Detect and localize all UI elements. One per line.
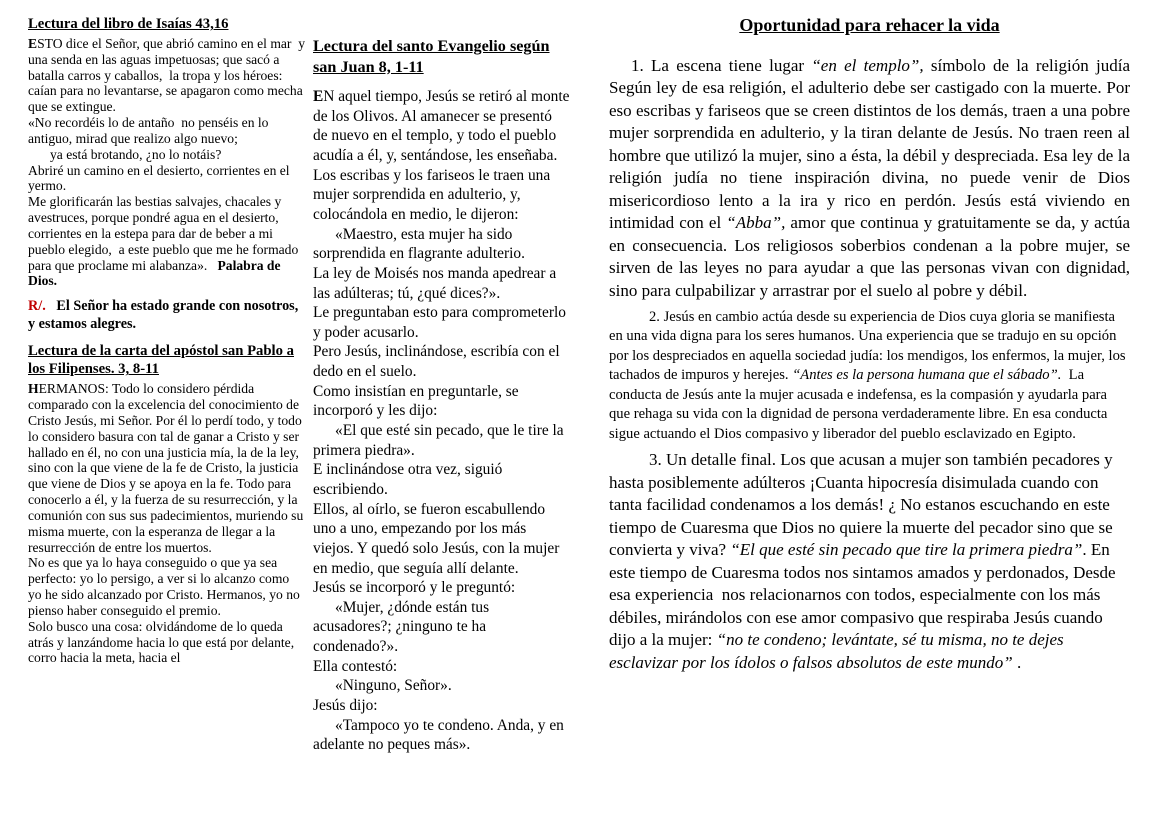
paragraph: [313, 342, 570, 381]
paragraph: [313, 382, 570, 421]
text-run: [46, 298, 57, 314]
text-run: «Maestro, esta mujer ha sido sorprendida en flagrante adulterio.: [313, 225, 525, 263]
text-run: “Antes es la persona humana que el sábado”.: [792, 367, 1062, 384]
text-run: Jesús se incorporó y le preguntó:: [313, 579, 516, 597]
text-run: Solo busco una cosa: olvidándome de lo queda atrás y lanzándome hacia lo que está por delante, corro hacia la meta, hacia el: [28, 618, 295, 666]
text-run: Abriré un camino en el desierto, corrientes en el yermo.: [28, 162, 290, 194]
text-run: El Señor ha estado grande con nosotros, y estamos alegres.: [28, 298, 302, 332]
paragraph: [609, 449, 1130, 674]
paragraph: [609, 55, 1130, 303]
commentary-body: [609, 55, 1130, 675]
text-run: «Tampoco yo te condeno. Anda, y en adelante no peques más».: [313, 716, 564, 754]
response-marker: R/.: [28, 298, 46, 315]
philippians-reading-heading: Lectura de la carta del apóstol san Pablo a los Filipenses. 3, 8-11: [28, 343, 294, 378]
philippians-reading-section: [28, 343, 306, 666]
text-run: Le preguntaban esto para comprometerlo y poder acusarlo.: [313, 304, 566, 341]
gospel-reading-body: [313, 87, 570, 755]
paragraph: [28, 163, 306, 195]
isaiah-reading-section: [28, 16, 306, 289]
paragraph: [28, 619, 306, 666]
paragraph: [313, 264, 570, 303]
paragraph: [28, 147, 306, 163]
paragraph: [313, 303, 570, 342]
text-run: “no te condeno; levántate, sé tu misma, no te dejes esclavizar por los ídolos o falsos absolutos de este mundo”: [609, 630, 1064, 672]
paragraph: [313, 676, 570, 696]
paragraph: [28, 555, 306, 618]
text-run: Ella contestó:: [313, 657, 398, 675]
gospel-reading-section: [313, 36, 570, 755]
text-run: Me glorificarán las bestias salvajes, chacales y avestruces, porque pondré agua en el desierto, corrientes en la estepa para dar de beber a mi pueblo elegido, a este pueblo que me he formado para que proclame mi alabanza».: [28, 194, 299, 273]
paragraph: [313, 716, 570, 755]
middle-column: [313, 36, 570, 755]
paragraph: [313, 696, 570, 716]
text-run: E: [313, 88, 324, 106]
text-run: ERMANOS: Todo lo considero pérdida comparado con la excelencia del conocimiento de Cristo Jesús, mi Señor. Por él lo perdí todo, y todo lo considero basura con tal de ganar a Cristo y ser hallado en él, no con una justicia mía, la de la ley, sino con la que viene de la fe de Cristo, la justicia que viene de Dios y se apoya en la fe. Todo para conocerlo a él, y la fuerza de su resurrección, y la comunión con sus sus padecimientos, muriendo su misma muerte, con la esperanza de llegar a la resurrección de entre los muertos.: [28, 381, 304, 555]
gospel-reading-heading: Lectura del santo Evangelio según san Juan 8, 1-11: [313, 37, 550, 76]
paragraph: [313, 578, 570, 598]
text-run: «Ninguno, Señor».: [335, 677, 452, 695]
left-column: [28, 16, 306, 666]
text-run: ya está brotando, ¿no lo notáis?: [50, 146, 222, 162]
text-run: H: [28, 381, 39, 397]
responsorial-psalm: [28, 298, 306, 333]
text-run: Jesús dijo:: [313, 696, 378, 714]
paragraph: [313, 421, 570, 460]
text-run: amor que continua y gratuitamente se da, y actúa en consecuencia. Los religiosos soberbios condenan a la pobre mujer, se sirven de las leyes no para ayudar a que las personas vivan con dignidad, sino para culpabilizar y arrastrar por el suelo al pobre y débil.: [609, 213, 1130, 300]
paragraph: [313, 225, 570, 264]
text-run: Los escribas y los fariseos le traen una mujer sorprendida en adulterio, y, colocándola en medio, le dijeron:: [313, 166, 551, 223]
text-run: símbolo de la religión judía Según ley de esa religión, el adulterio debe ser castigado con la muerte. Por eso escribas y fariseos que se creen distintos de los demás, traen a una pobre mujer sorprendida en adulterio, y la tiran delante de Jesús. No traen reen al hombre que utilizó la mujer, sino a ésta, la débil y despreciada. Esa ley de la religión judía no tiene inspiración divina, no puede venir de Dios misericordioso lento a la ira y rico en perdón. Jesús está viviendo en intimidad con el: [609, 55, 1130, 233]
right-column: [609, 14, 1130, 680]
text-run: «El que esté sin pecado, que le tire la primera piedra».: [313, 422, 564, 459]
paragraph: [609, 308, 1130, 445]
text-run: Ellos, al oírlo, se fueron escabullendo uno a uno, empezando por los más viejos. Y quedó solo Jesús, con la mujer en medio, que seguía allí delante.: [313, 500, 560, 577]
paragraph: [313, 598, 570, 657]
text-run: E: [28, 35, 38, 51]
paragraph: [28, 381, 306, 555]
text-run: Palabra de Dios.: [28, 257, 281, 289]
paragraph: [313, 657, 570, 677]
isaiah-reading-body: [28, 36, 306, 289]
paragraph: [28, 194, 306, 289]
text-run: .: [1012, 652, 1022, 672]
text-run: STO dice el Señor, que abrió camino en el mar y una senda en las aguas impetuosas; que sacó a batalla carros y caballos, la tropa y los héroes: caían para no levantarse, se apagaron como mecha que se extingue.: [28, 35, 306, 115]
paragraph: [28, 115, 306, 147]
paragraph: [313, 87, 570, 166]
text-run: 1. La escena tiene lugar: [631, 55, 812, 75]
text-run: La ley de Moisés nos manda apedrear a las adúlteras; tú, ¿qué dices?».: [313, 264, 557, 302]
text-run: N aquel tiempo, Jesús se retiró al monte de los Olivos. Al amanecer se presentó de nuevo en el templo, y todo el pueblo acudía a él, y, sentándose, les enseñaba.: [313, 88, 570, 165]
text-run: “en el templo”,: [811, 55, 924, 75]
text-run: La conducta de Jesús ante la mujer acusada e indefensa, es la compasión y ayudarla para que rehaga su vida con la dignidad de persona verdaderamente libre. En esa conducta sigue actuando el Dios compasivo y liberador del pueblo esclavizado en Egipto.: [609, 367, 1108, 442]
text-run: 3. Un detalle final. Los que acusan a mujer son también pecadores y hasta posiblemente adúlteros ¡Cuanta hipocresía disimulada cuando con tanta facilidad condenamos a los demás! ¿ No estanos escuchando en este tiempo de Cuaresma que Dios no quiere la muerte del pecador sino que se convierta y viva?: [609, 450, 1113, 560]
paragraph: [313, 500, 570, 579]
text-run: Como insistían en preguntarle, se incorporó y les dijo:: [313, 382, 519, 420]
text-run: “Abba”,: [726, 213, 786, 233]
text-run: No es que ya lo haya conseguido o que ya sea perfecto: yo lo persigo, a ver si lo alcanzo como yo he sido alcanzado por Cristo. Hermanos, yo no pienso haber conseguido el premio.: [28, 555, 300, 618]
commentary-title: Oportunidad para rehacer la vida: [739, 15, 1000, 35]
paragraph: [28, 36, 306, 115]
paragraph: [313, 166, 570, 225]
philippians-reading-body: [28, 381, 306, 666]
text-run: 2. Jesús en cambio actúa desde su experiencia de Dios cuya gloria se manifiesta en una vida digna para los seres humanos. Una experiencia que se tradujo en su opción por los despreciados en aquella sociedad judía: los mendigos, los enfermos, la mujer, los tachados de impuros y herejes.: [609, 308, 1126, 384]
text-run: E inclinándose otra vez, siguió escribiendo.: [313, 461, 503, 498]
text-run: «No recordéis lo de antaño no penséis en lo antiguo, mirad que realizo algo nuevo;: [28, 115, 269, 146]
text-run: “El que esté sin pecado que tire la primera piedra”: [730, 540, 1083, 560]
text-run: Pero Jesús, inclinándose, escribía con el dedo en el suelo.: [313, 343, 560, 381]
isaiah-reading-heading: Lectura del libro de Isaías 43,16: [28, 16, 229, 32]
text-run: . En este tiempo de Cuaresma todos nos sintamos amados y perdonados, Desde esa experiencia nos relacionarnos con todos, especialmente con los más débiles, mirándolos con ese amor compasivo que respiraba Jesús cuando dijo a la mujer:: [609, 540, 1116, 650]
paragraph: [313, 460, 570, 499]
text-run: «Mujer, ¿dónde están tus acusadores?; ¿ninguno te ha condenado?».: [313, 598, 490, 656]
